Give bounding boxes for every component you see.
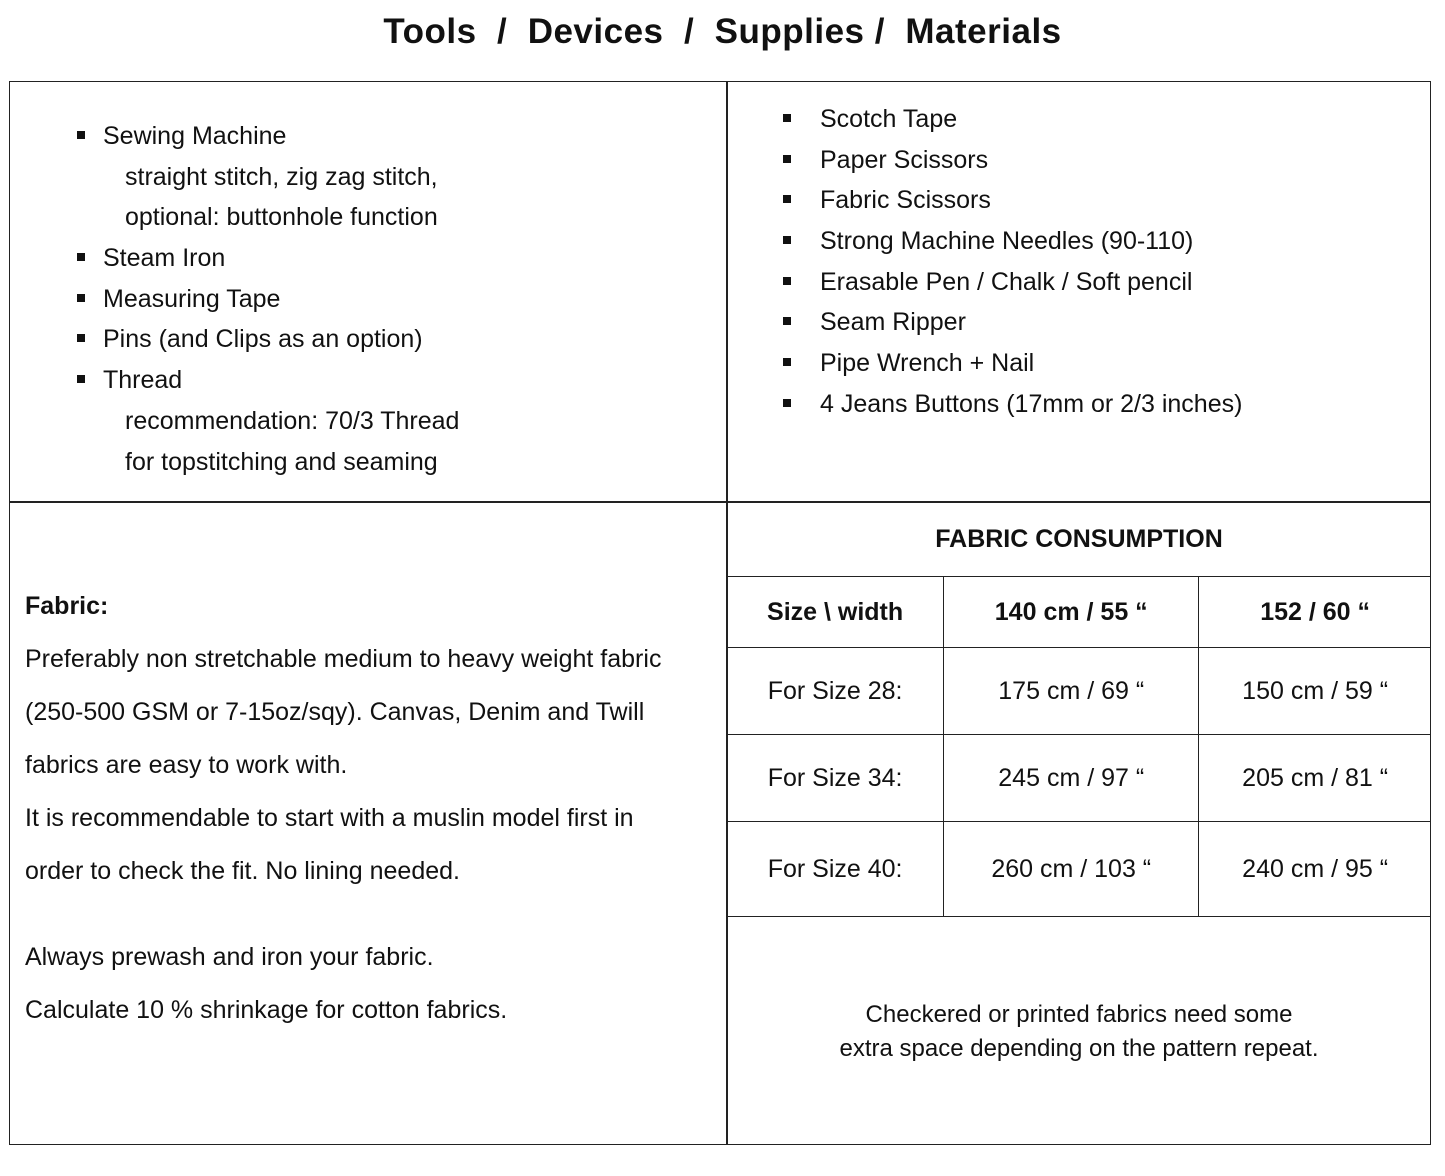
column-header: Size \ width	[727, 577, 944, 648]
table-row	[727, 735, 1431, 822]
spacer	[25, 898, 725, 931]
list-item	[783, 180, 1242, 221]
note-line: extra space depending on the pattern repeat.	[839, 1035, 1319, 1062]
fabric-line: order to check the fit. No lining needed.	[25, 857, 460, 885]
bullet-icon	[783, 195, 791, 203]
list-item-detail	[77, 157, 459, 198]
table-row	[727, 822, 1431, 917]
bullet-icon	[783, 399, 791, 407]
fabric-notes	[25, 580, 725, 1037]
table-cell: 175 cm / 69 “	[944, 648, 1199, 735]
list-item-label: for topstitching and seaming	[125, 447, 438, 476]
list-item-label: Fabric Scissors	[820, 186, 991, 215]
list-item	[77, 116, 459, 157]
table-cell: 240 cm / 95 “	[1199, 822, 1431, 917]
list-item-detail	[77, 442, 459, 483]
list-item	[77, 319, 459, 360]
list-item-label: Sewing Machine	[103, 122, 287, 150]
tools-list-right	[783, 99, 1242, 425]
list-item-label: optional: buttonhole function	[125, 203, 438, 232]
list-item-label: Pipe Wrench + Nail	[820, 349, 1035, 378]
list-item-label: Steam Iron	[103, 244, 226, 273]
bullet-icon	[783, 236, 791, 244]
bullet-icon	[77, 334, 85, 342]
bullet-icon	[77, 253, 85, 261]
column-header: 152 / 60 “	[1199, 577, 1431, 648]
bullet-icon	[77, 375, 85, 383]
list-item-label: Measuring Tape	[103, 284, 281, 313]
fabric-line: Always prewash and iron your fabric.	[25, 943, 434, 971]
table-header-row	[727, 577, 1431, 648]
list-item-detail	[77, 197, 459, 238]
consumption-title: FABRIC CONSUMPTION	[935, 525, 1223, 553]
consumption-table	[727, 576, 1431, 917]
list-item	[783, 384, 1242, 425]
list-item-label: Pins (and Clips as an option)	[103, 325, 423, 354]
bullet-icon	[783, 317, 791, 325]
column-header: 140 cm / 55 “	[944, 577, 1199, 648]
bullet-icon	[783, 155, 791, 163]
pattern-note	[727, 998, 1431, 1066]
fabric-line: Preferably non stretchable medium to heavy weight fabric	[25, 645, 662, 673]
list-item-label: straight stitch, zig zag stitch,	[125, 162, 438, 191]
bullet-icon	[77, 131, 85, 139]
list-item	[77, 360, 459, 401]
list-item-label: Paper Scissors	[820, 145, 989, 174]
table-cell: For Size 40:	[727, 822, 944, 917]
list-item-label: recommendation: 70/3 Thread	[125, 406, 460, 435]
list-item	[77, 238, 459, 279]
list-item-label: Erasable Pen / Chalk / Soft pencil	[820, 267, 1193, 296]
fabric-line: Calculate 10 % shrinkage for cotton fabrics.	[25, 996, 508, 1024]
list-item-label: Scotch Tape	[820, 105, 958, 133]
table-cell: For Size 28:	[727, 648, 944, 735]
table-row	[727, 648, 1431, 735]
fabric-heading: Fabric:	[25, 592, 109, 620]
tools-list-left	[77, 116, 459, 482]
list-item-label: Thread	[103, 366, 183, 395]
list-item-label: Seam Ripper	[820, 308, 966, 337]
fabric-line: (250-500 GSM or 7-15oz/sqy). Canvas, Denim and Twill	[25, 698, 645, 726]
bullet-icon	[783, 114, 791, 122]
list-item-detail	[77, 401, 459, 442]
note-line: Checkered or printed fabrics need some	[865, 1001, 1293, 1028]
fabric-line: It is recommendable to start with a muslin model first in	[25, 804, 634, 832]
table-cell: 260 cm / 103 “	[944, 822, 1199, 917]
list-item	[783, 302, 1242, 343]
bullet-icon	[783, 358, 791, 366]
list-item	[783, 343, 1242, 384]
table-cell: 205 cm / 81 “	[1199, 735, 1431, 822]
page-title: Tools / Devices / Supplies / Materials	[383, 12, 1062, 51]
list-item	[77, 279, 459, 320]
list-item-label: Strong Machine Needles (90-110)	[820, 227, 1194, 256]
list-item-label: 4 Jeans Buttons (17mm or 2/3 inches)	[820, 389, 1243, 418]
table-cell: For Size 34:	[727, 735, 944, 822]
list-item	[783, 221, 1242, 262]
table-cell: 150 cm / 59 “	[1199, 648, 1431, 735]
list-item	[783, 99, 1242, 140]
bullet-icon	[77, 294, 85, 302]
list-item	[783, 140, 1242, 181]
table-cell: 245 cm / 97 “	[944, 735, 1199, 822]
fabric-line: fabrics are easy to work with.	[25, 751, 348, 779]
bullet-icon	[783, 277, 791, 285]
list-item	[783, 262, 1242, 303]
